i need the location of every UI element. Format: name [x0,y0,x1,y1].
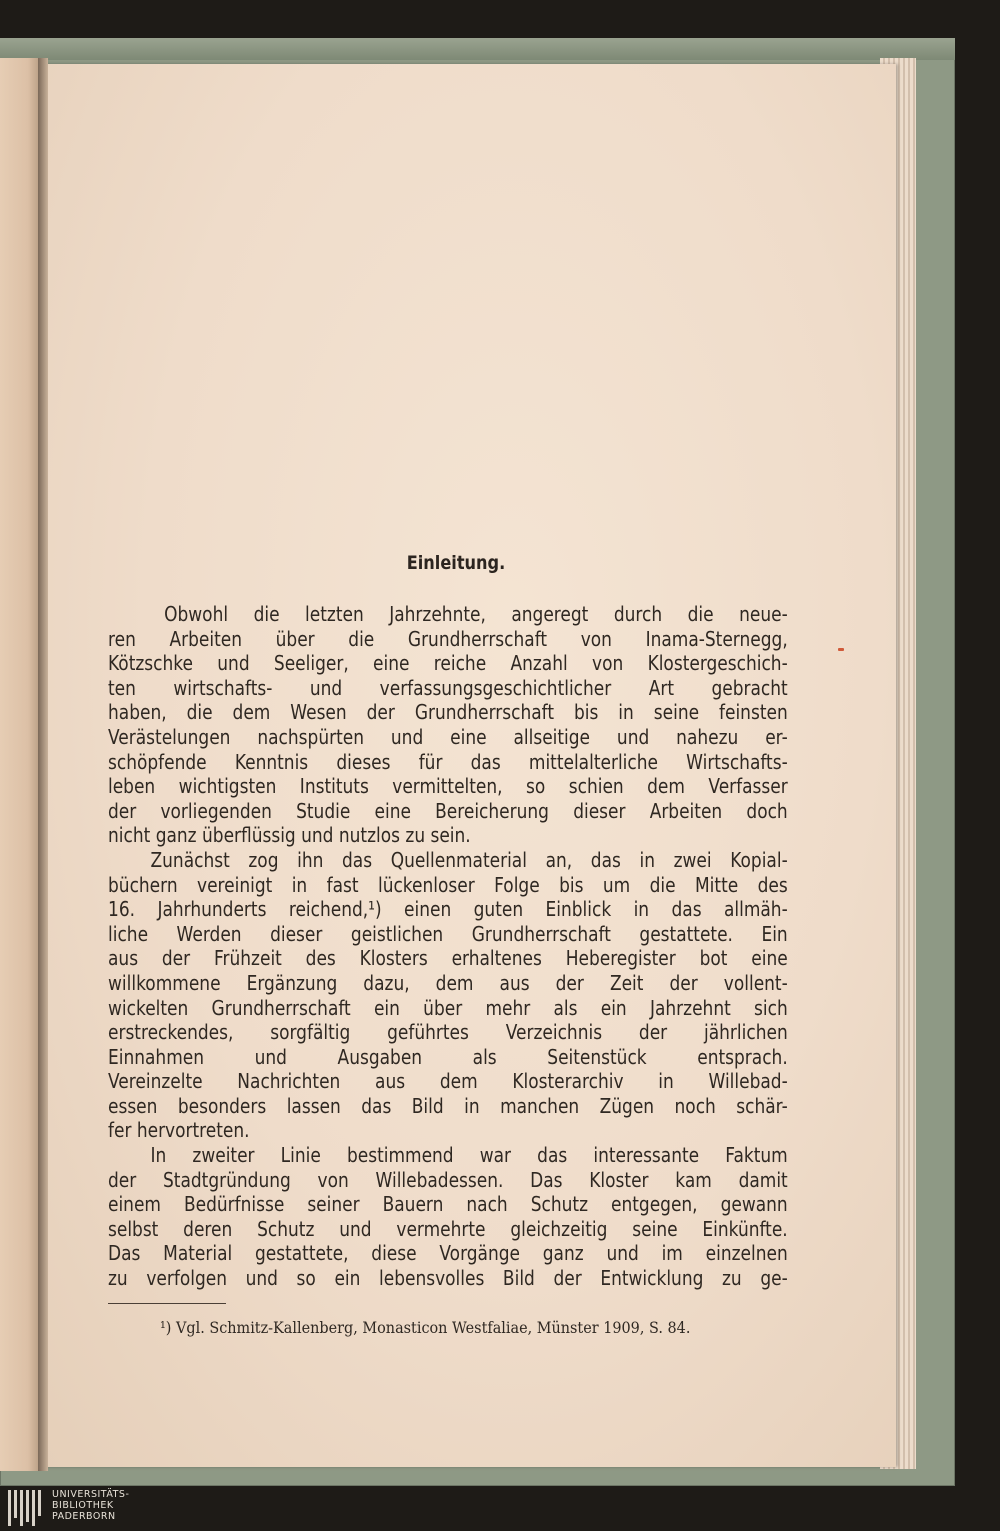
text-line: zu verfolgen und so ein lebensvolles Bild der Entwicklung zu ge- [108,1266,788,1291]
text-line: willkommene Ergänzung dazu, dem aus der Zeit der vollent- [108,970,788,995]
text-line: 16. Jahrhunderts reichend,¹) einen guten Einblick in das allmäh- [108,897,788,922]
text-line: haben, die dem Wesen der Grundherrschaft bis in seine feinsten [108,700,788,725]
text-line: der vorliegenden Studie eine Bereicherung dieser Arbeiten doch [108,798,788,823]
text-line: Zunächst zog ihn das Quellenmaterial an, das in zwei Kopial- [150,847,788,872]
text-line: In zweiter Linie bestimmend war das interessante Faktum [150,1143,788,1168]
text-line: der Stadtgründung von Willebadessen. Das Kloster kam damit [108,1167,788,1192]
text-line: büchern vereinigt in fast lückenloser Folge bis um die Mitte des [108,872,788,897]
text-line: einem Bedürfnisse seiner Bauern nach Schutz entgegen, gewann [108,1192,788,1217]
logo-line-1: UNIVERSITÄTS- [52,1489,130,1500]
text-line: Kötzschke und Seeliger, eine reiche Anzahl von Klostergeschich- [108,651,788,676]
text-line: essen besonders lassen das Bild in manchen Zügen noch schär- [108,1093,788,1118]
text-line: leben wichtigsten Instituts vermittelten, so schien dem Verfasser [108,774,788,799]
footnote: ¹) Vgl. Schmitz-Kallenberg, Monasticon Westfaliae, Münster 1909, S. 84. [160,1318,691,1337]
text-line: wickelten Grundherrschaft ein über mehr als ein Jahrzehnt sich [108,995,788,1020]
text-line: nicht ganz überflüssig und nutzlos zu sein. [108,823,471,848]
logo-line-2: BIBLIOTHEK [52,1500,114,1511]
text-line: Verästelungen nachspürten und eine allseitige und nahezu er- [108,724,788,749]
previous-page-edge [0,58,40,1471]
text-line: aus der Frühzeit des Klosters erhaltenes Heberegister bot eine [108,946,788,971]
library-logo [0,1486,220,1531]
book-gutter [38,58,48,1471]
red-margin-mark [838,648,844,651]
page-heading: Einleitung. [406,552,506,574]
logo-bars-icon [8,1490,44,1526]
text-line: schöpfende Kenntnis dieses für das mittelalterliche Wirtschafts- [108,749,788,774]
text-line: Einnahmen und Ausgaben als Seitenstück entsprach. [108,1044,788,1069]
logo-line-3: PADERBORN [52,1511,116,1522]
text-line: erstreckendes, sorgfältig geführtes Verzeichnis der jährlichen [108,1020,788,1045]
logo-text [52,1489,129,1522]
footnote-rule [108,1303,226,1304]
text-line: ren Arbeiten über die Grundherrschaft von Inama-Sternegg, [108,626,788,651]
text-line: selbst deren Schutz und vermehrte gleichzeitig seine Einkünfte. [108,1216,788,1241]
text-line: Das Material gestattete, diese Vorgänge ganz und im einzelnen [108,1241,788,1266]
text-line: Vereinzelte Nachrichten aus dem Klosterarchiv in Willebad- [108,1069,788,1094]
text-line: liche Werden dieser geistlichen Grundherrschaft gestattete. Ein [108,921,788,946]
body-text [108,602,788,1291]
text-line: Obwohl die letzten Jahrzehnte, angeregt durch die neue- [164,602,788,626]
text-line: fer hervortreten. [108,1118,250,1143]
cover-top-edge [0,38,955,60]
text-line: ten wirtschafts- und verfassungsgeschichtlicher Art gebracht [108,675,788,700]
